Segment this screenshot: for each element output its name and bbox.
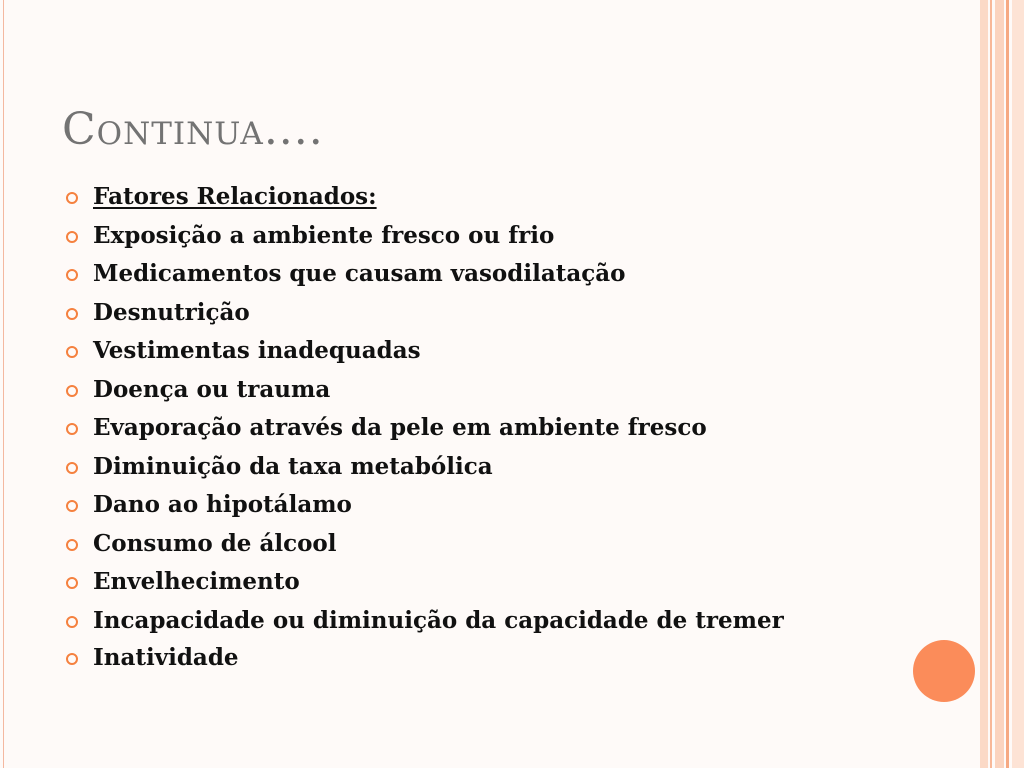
bullet-item <box>64 606 876 635</box>
bullet-ring-icon <box>66 346 78 358</box>
orange-circle-icon <box>913 640 975 702</box>
bullet-ring-icon <box>66 385 78 397</box>
bullet-text: Fatores Relacionados: <box>93 183 377 210</box>
right-border-stripe <box>1006 0 1009 768</box>
bullet-ring-icon <box>66 500 78 512</box>
bullet-ring-icon <box>66 192 78 204</box>
bullet-item <box>64 643 876 672</box>
bullet-ring-icon <box>66 653 78 665</box>
bullet-text: Envelhecimento <box>93 568 300 595</box>
bullet-ring-icon <box>66 269 78 281</box>
bullet-ring-icon <box>66 539 78 551</box>
bullet-item <box>64 567 876 596</box>
bullet-item <box>64 375 876 404</box>
bullet-item <box>64 182 876 211</box>
right-border-stripe <box>995 0 1004 768</box>
bullet-ring-icon <box>66 231 78 243</box>
bullet-item <box>64 259 876 288</box>
bullet-text: Medicamentos que causam vasodilatação <box>93 260 626 287</box>
bullet-ring-icon <box>66 577 78 589</box>
bullet-item <box>64 413 876 442</box>
right-border-stripe <box>1012 0 1024 768</box>
bullet-item <box>64 336 876 365</box>
slide-title: Continua.... <box>62 104 324 155</box>
bullet-text: Desnutrição <box>93 298 250 326</box>
bullet-item <box>64 452 876 481</box>
right-border-stripe <box>980 0 988 768</box>
bullet-text: Incapacidade ou diminuição da capacidade de tremer <box>93 606 784 634</box>
bullet-text: Dano ao hipotálamo <box>93 491 352 518</box>
right-border-stripe <box>990 0 992 768</box>
bullet-item <box>64 298 876 327</box>
bullet-text: Vestimentas inadequadas <box>93 337 421 364</box>
bullet-text: Evaporação através da pele em ambiente fresco <box>93 414 707 441</box>
bullet-text: Exposição a ambiente fresco ou frio <box>93 221 555 249</box>
bullet-ring-icon <box>66 423 78 435</box>
bullet-item <box>64 529 876 558</box>
bullet-text: Inatividade <box>93 643 239 671</box>
bullet-text: Diminuição da taxa metabólica <box>93 452 493 480</box>
bullet-ring-icon <box>66 308 78 320</box>
bullet-item <box>64 490 876 519</box>
bullet-list <box>64 182 876 681</box>
bullet-text: Consumo de álcool <box>93 529 337 557</box>
bullet-text: Doença ou trauma <box>93 375 331 403</box>
left-frame-line <box>3 0 4 768</box>
bullet-ring-icon <box>66 462 78 474</box>
bullet-ring-icon <box>66 616 78 628</box>
bullet-item <box>64 221 876 250</box>
